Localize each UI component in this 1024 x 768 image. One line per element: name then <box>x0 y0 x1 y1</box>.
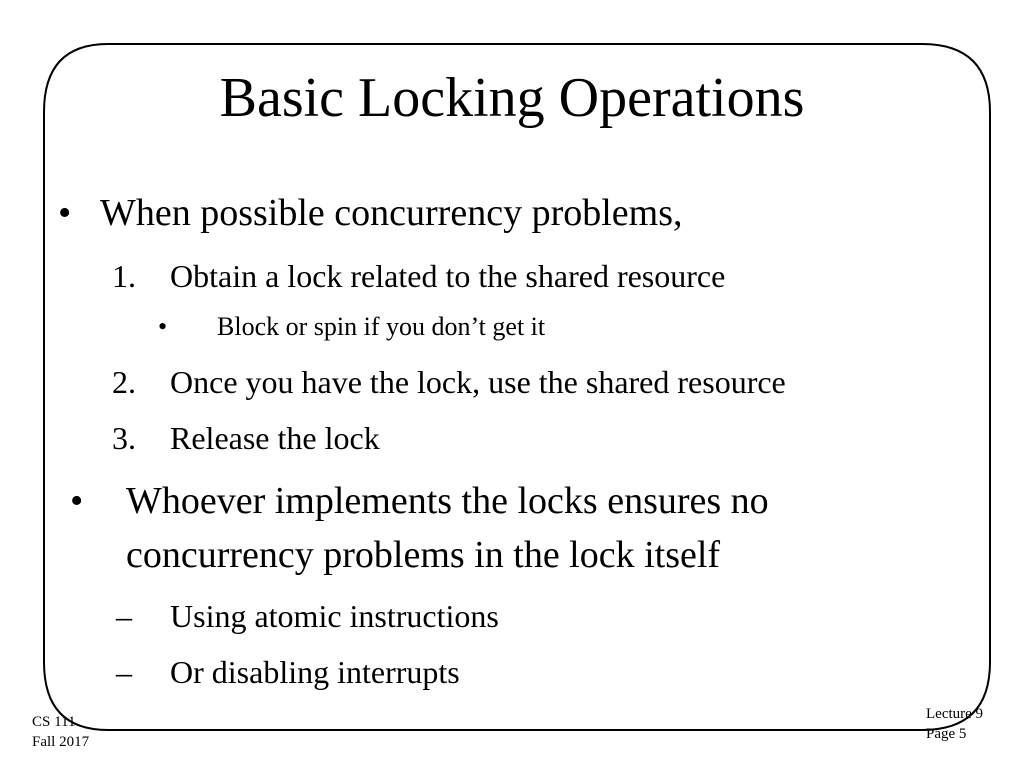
step-3-number: 3. <box>112 420 136 456</box>
step-2-text: Once you have the lock, use the shared resource <box>170 364 786 400</box>
bullet-2-sub-2-marker: – <box>116 654 132 690</box>
step-3-text: Release the lock <box>170 420 380 456</box>
footer-course: CS 111 <box>32 714 76 730</box>
bullet-2-sub-1-marker: – <box>116 598 132 634</box>
bullet-2-sub-1-text: Using atomic instructions <box>170 598 499 634</box>
footer-page: Page 5 <box>926 726 967 742</box>
bullet-2-sub-2-text: Or disabling interrupts <box>170 654 460 690</box>
footer-lecture: Lecture 9 <box>926 706 984 722</box>
step-1-sub-text: Block or spin if you don’t get it <box>217 312 546 341</box>
bullet-1-marker: • <box>58 192 72 234</box>
bullet-2-text-line-1: Whoever implements the locks ensures no <box>126 480 769 522</box>
slide-title: Basic Locking Operations <box>219 67 805 129</box>
step-1-number: 1. <box>112 258 136 294</box>
step-1-text: Obtain a lock related to the shared resource <box>170 258 726 294</box>
footer-term: Fall 2017 <box>32 734 90 750</box>
step-2-number: 2. <box>112 364 136 400</box>
bullet-2-marker: • <box>70 480 84 522</box>
step-1-sub-marker: • <box>158 312 168 341</box>
bullet-1-text: When possible concurrency problems, <box>100 192 683 234</box>
bullet-2-text-line-2: concurrency problems in the lock itself <box>126 534 721 576</box>
